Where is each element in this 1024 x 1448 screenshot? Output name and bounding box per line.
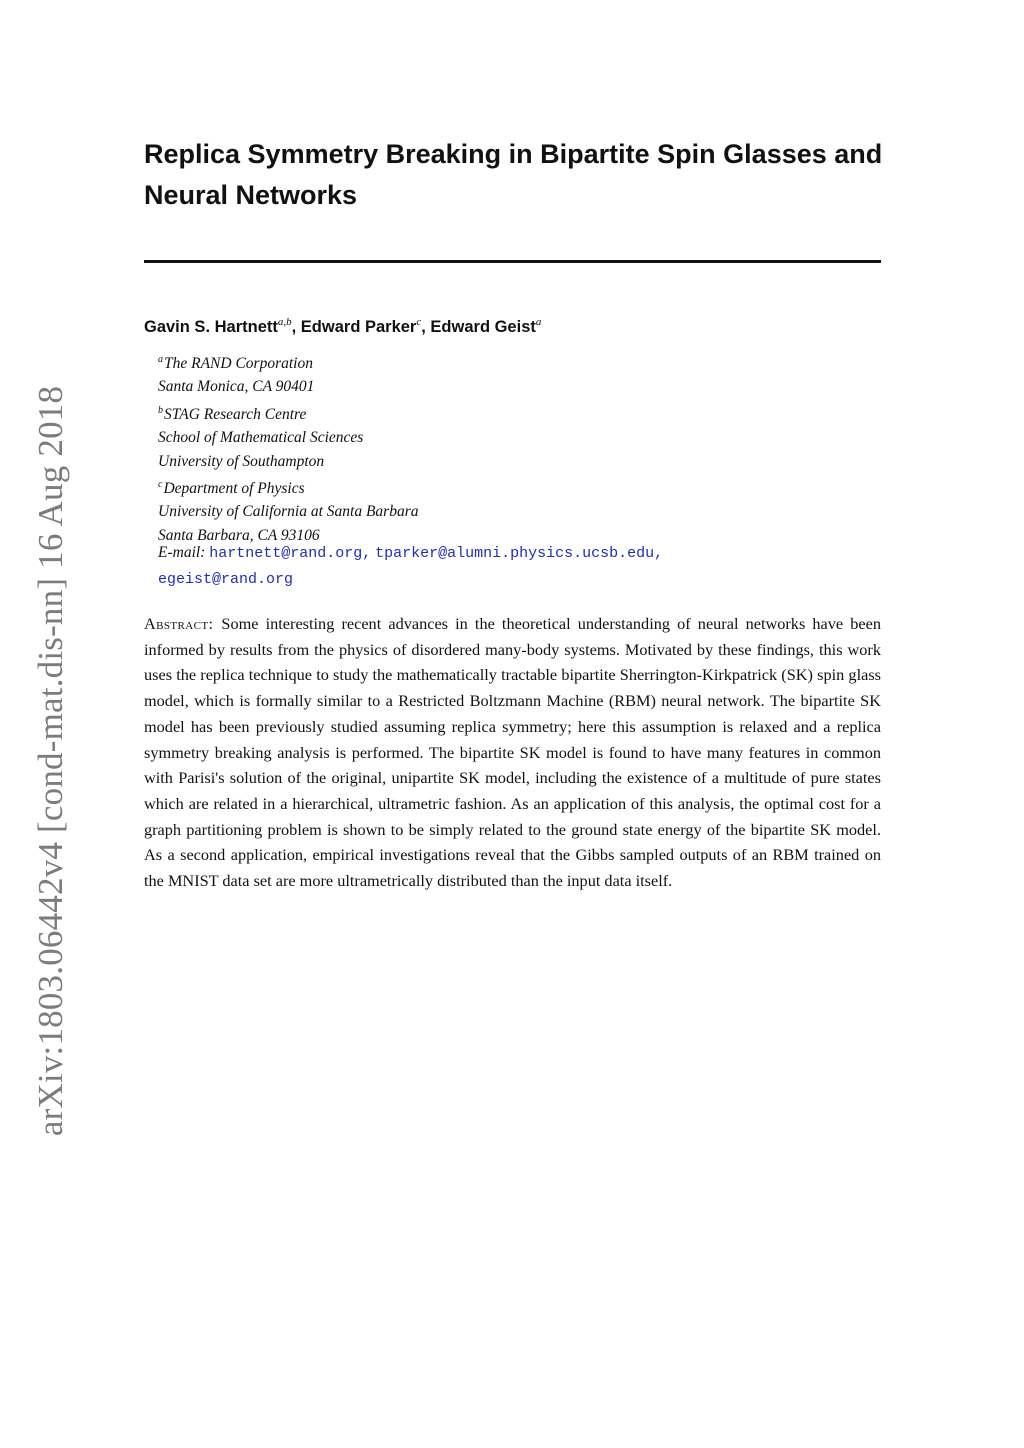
title-divider xyxy=(144,260,881,263)
affiliation-line: School of Mathematical Sciences xyxy=(158,429,364,447)
abstract-heading: Abstract: xyxy=(144,614,214,633)
affiliation-line: $^c$Department of Physics xyxy=(158,479,305,498)
affiliation-mark: b xyxy=(158,404,163,416)
affiliation-list xyxy=(158,348,419,547)
author-name: Edward Parker xyxy=(300,318,417,336)
author-list: Gavin S. Hartnett$^{a,b}$, Edward Parker$^c$, Edward Geist$^a$ xyxy=(144,316,542,336)
affiliation-line: University of Southampton xyxy=(158,452,325,470)
author-affiliation-mark: a xyxy=(535,316,542,328)
abstract-section xyxy=(144,611,881,894)
email-link-geist[interactable]: egeist@rand.org xyxy=(158,571,294,588)
affiliation-mark: c xyxy=(158,479,163,491)
author-affiliation-mark: a,b xyxy=(277,316,292,328)
arxiv-identifier-stamp xyxy=(28,386,74,1136)
affiliation-line: Santa Monica, CA 90401 xyxy=(158,378,315,396)
email-block xyxy=(158,540,663,592)
affiliation-mark: a xyxy=(158,354,163,365)
author-name: Gavin S. Hartnett xyxy=(144,318,278,336)
author-affiliation-mark: c xyxy=(416,316,422,328)
abstract-text: Some interesting recent advances in the theoretical understanding of neural networks have been informed by results from the physics of disordered many-body systems. Motivated by these findings, this work uses the replica technique to study the mathematically tractable bipartite Sherrington-Kirkpatrick (SK) spin glass model, which is formally similar to a Restricted Boltzmann Machine (RBM) neural network. The bipartite SK model has been previously studied assuming replica symmetry; here this assumption is relaxed and a replica symmetry breaking analysis is performed. The bipartite SK model is found to have many features in common with Parisi's solution of the original, unipartite SK model, including the existence of a multitude of pure states which are related in a hierarchical, ultrametric fashion. As an application of this analysis, the optimal cost for a graph partitioning problem is shown to be simply related to the ground state energy of the bipartite SK model. As a second application, empirical investigations reveal that the Gibbs sampled outputs of an RBM trained on the MNIST data set are more ultrametrically distributed than the input data itself. xyxy=(144,614,881,891)
affiliation-line: University of California at Santa Barbara xyxy=(158,503,419,521)
affiliation-line: $^b$STAG Research Centre xyxy=(158,404,307,423)
paper-title: Replica Symmetry Breaking in Bipartite Spin Glasses and Neural Networks xyxy=(144,139,883,210)
email-link-parker[interactable]: tparker@alumni.physics.ucsb.edu, xyxy=(375,545,664,562)
affiliation-line: $^a$The RAND Corporation xyxy=(158,354,313,372)
email-label: E-mail: xyxy=(158,544,206,561)
arxiv-identifier-text: arXiv:1803.06442v4 [cond-mat.dis-nn] 16 Aug 2018 xyxy=(31,385,70,1137)
author-name: Edward Geist xyxy=(430,318,536,336)
email-link-hartnett[interactable]: hartnett@rand.org, xyxy=(209,545,372,562)
affiliation-line: Santa Barbara, CA 93106 xyxy=(158,526,320,544)
